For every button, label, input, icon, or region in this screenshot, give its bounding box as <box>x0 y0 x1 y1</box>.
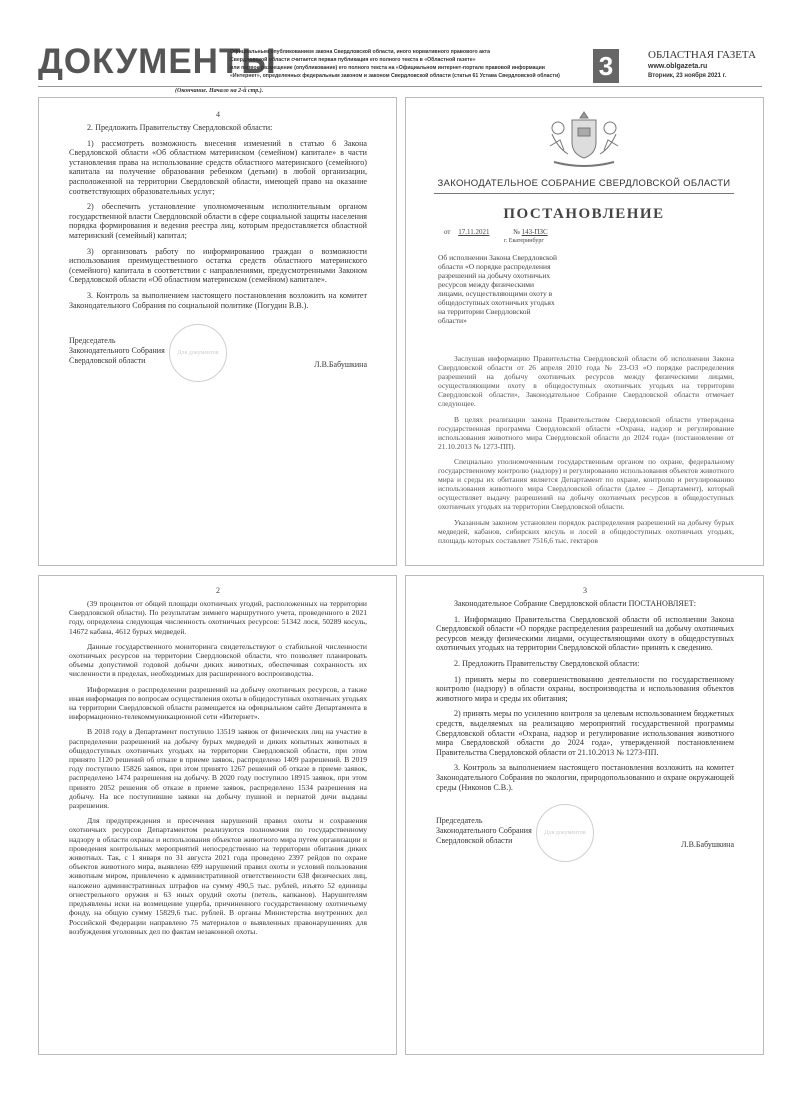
decree-number: 143-ПЗС <box>521 228 548 236</box>
paragraph: 3. Контроль за выполнением настоящего постановления возложить на комитет Законодательного Собрания по социальной политике (Погудин В.В.). <box>69 290 367 310</box>
page-number-badge: 3 <box>593 49 619 83</box>
continuation-note: (Окончание. Начало на 2-й стр.). <box>175 88 264 94</box>
decree-title: ПОСТАНОВЛЕНИЕ <box>503 206 665 222</box>
publication-note: «Интернет», определенных федеральным законом и законом Свердловской области (статья 61 Устава Свердловской области) <box>230 73 560 80</box>
signer-title: Свердловской области <box>436 836 513 846</box>
signer-name: Л.В.Бабушкина <box>314 360 367 370</box>
publication-note: Официальным опубликованием закона Свердловской области, иного нормативного правового акта <box>230 49 490 55</box>
publication-notes <box>230 48 590 80</box>
page-num: 3 <box>583 586 587 595</box>
publication-note: или первое размещение (опубликование) его полного текста на «Официальном интернет-портале правовой информации <box>230 65 545 72</box>
decree-city: г. Екатеринбург <box>504 238 544 244</box>
page-num: 4 <box>216 110 220 119</box>
paragraph: Законодательное Собрание Свердловской области ПОСТАНОВЛЯЕТ: <box>454 599 696 608</box>
number-prefix: № <box>513 228 520 236</box>
paragraph: 2. Предложить Правительству Свердловской области: <box>454 658 640 668</box>
coat-of-arms-icon <box>542 106 626 170</box>
paragraph: 3. Контроль за выполнением настоящего постановления возложить на комитет Законодательного Собрания по экологии, природопользованию и охране окружающей среды (Никонов С.В.). <box>436 763 734 792</box>
assembly-name: ЗАКОНОДАТЕЛЬНОЕ СОБРАНИЕ СВЕРДЛОВСКОЙ ОБЛАСТИ <box>437 178 731 189</box>
document-page-4 <box>38 97 397 566</box>
paragraph: Для предупреждения и пресечения нарушений правил охоты и сохранения охотничьих ресурсов Департаментом реализуются полномочия по государственному надзору в области охраны и использования объектов животного мира путем организации и проведения контрольных мероприятий непосредственно на территории обитания диких животных. Так, с 1 января по 31 августа 2021 года проведено 2397 рейдов по охране объектов животного мира, выявлено 699 нарушений правил охоты и условий пользования животным миром, привлечено к административной ответственности 638 физических лиц, наложено административных штрафов на сумму 490,5 тыс. рублей, изъято 52 единицы огнестрельного оружия и 63 иных орудий охоты (петель, капканов). Нарушителям предъявлены иски на возмещение ущерба, причиненного государственному охотничьему фонду, на общую сумму 15829,6 тыс. рублей. В органы Министерства внутренних дел Российской Федерации направлено 75 материалов о выявленных правонарушениях для возбуждения уголовных дел по фактам незаконной охоты. <box>69 816 367 936</box>
paragraph: В 2018 году в Департамент поступило 13519 заявок от физических лиц на участие в распределении разрешений на добычу бурых медведей и диких копытных животных в общедоступных охотничьих угодьях на территории Свердловской области, при этом принято 1120 решений об отказе в приеме заявок, распределено 1409 разрешений. В 2019 году поступило 15826 заявок, при этом принято 1267 решений об отказе в приеме заявок, распределено 1474 разрешения на добычу. В 2020 году поступило 18915 заявок, при этом принято 2052 решения об отказе в приеме заявок, распределено 1534 разрешения на добычу. На все поступившие заявки на добычу пушной и пернатой дичи выданы разрешения. <box>69 727 367 811</box>
date-prefix: от <box>444 228 451 236</box>
decree-dateline <box>444 228 548 236</box>
newspaper-name: ОБЛАСТНАЯ ГАЗЕТА <box>648 49 757 61</box>
document-page-2 <box>38 575 397 1055</box>
signature-block <box>69 336 367 370</box>
signer-title: Председатель <box>436 816 483 826</box>
document-text <box>69 599 367 936</box>
paragraph: (39 процентов от общей площади охотничьих угодий, расположенных на территории Свердловской области). По результатам зимнего маршрутного учета, проведенного в 2021 году, определена следующая численность охотничьих ресурсов: 51342 лося, 50289 косуль, 14672 кабана, 4612 бурых медведей. <box>69 599 367 636</box>
paragraph: 2) принять меры по усилению контроля за целевым использованием бюджетных средств, выделяемых на реализацию мероприятий государственной программы Свердловской области «Охрана, надзор и регулирование использования животного мира Свердловской области до 2024 года», утвержденной постановлением Правительства Свердловской области от 21.10.2013 № 1273-ПП. <box>436 709 734 757</box>
signature-block <box>436 816 734 850</box>
paragraph: 3) организовать работу по информированию граждан о возможности использования преимущественного остатка средств областного материнского (семейного) капитала в соответствии с направлениями, предусмотренными Законом Свердловской области «Об областном материнском (семейном) капитале». <box>69 246 367 285</box>
signer-title: Свердловской области <box>69 356 146 366</box>
signer-title: Законодательного Собрания <box>69 346 165 356</box>
document-page-3 <box>405 575 764 1055</box>
divider <box>434 193 734 194</box>
paragraph: 2) обеспечить установление уполномоченным исполнительным органом государственной власти Свердловской области в сфере социальной защиты населения порядка формирования и ведения реестра лиц, которым предоставляется областной материнский (семейный) капитал; <box>69 202 367 240</box>
paragraph: Информация о распределении разрешений на добычу охотничьих ресурсов, а также иная информация по вопросам осуществления охоты в общедоступных охотничьих угодьях на территории Свердловской области размещается на официальном сайте Департамента в информационно-телекоммуникационной сети «Интернет». <box>69 684 367 722</box>
paragraph: 1. Информацию Правительства Свердловской области об исполнении Закона Свердловской области «О порядке распределения разрешений на добычу охотничьих ресурсов между физическими лицами, осуществляющими охоту в общедоступных охотничьих угодьях на территории Свердловской области» принять к сведению. <box>436 614 734 653</box>
signer-title: Председатель <box>69 336 116 346</box>
publication-note: Свердловской области считается первая публикация его полного текста в «Областной газете» <box>230 57 476 64</box>
paragraph: Указанным законом установлен порядок распределения разрешений на добычу бурых медведей, кабанов, сибирских косуль и лосей в общедоступных охотничьих угодьях, площадь которых составляет 7516,6 тыс. гектаров <box>438 517 734 545</box>
document-text <box>69 123 367 310</box>
issue-date: Вторник, 23 ноября 2021 г. <box>648 73 727 79</box>
decree-subject: Об исполнении Закона Свердловской области «О порядке распределения разрешений на добычу охотничьих ресурсов между физическими лицами, осуществляющими охоту в общедоступных охотничьих угодьях на территории Свердловской области» <box>438 253 558 325</box>
decree-date: 17.11.2021 <box>458 228 490 236</box>
decree-body <box>438 354 734 551</box>
official-stamp: Для документов <box>536 804 594 862</box>
document-page-1 <box>405 97 764 566</box>
official-stamp: Для документов <box>169 324 227 382</box>
signer-title: Законодательного Собрания <box>436 826 532 836</box>
paragraph: В целях реализации закона Правительством Свердловской области утверждена государственная программа Свердловской области «Охрана, надзор и регулирование использования животного мира Свердловской области до 2024 года» (постановление от 21.10.2013 № 1273-ПП). <box>438 414 734 451</box>
page-num: 2 <box>216 586 220 595</box>
paragraph: 1) рассмотреть возможность внесения изменений в статью 6 Закона Свердловской области «Об областном материнском (семейном) капитале» в части установления права на использование средств областного материнского (семейного) капитала на получение образования ребенком (детьми) в любой организации, расположенной на территории Свердловской области, имеющей право на оказание соответствующих образовательных услуг; <box>69 138 367 196</box>
section-title: ДОКУМЕНТЫ <box>38 42 277 81</box>
paragraph: Заслушав информацию Правительства Свердловской области об исполнении Закона Свердловской области от 26 апреля 2010 года № 23-ОЗ «О порядке распределения разрешений на добычу охотничьих ресурсов между физическими лицами, осуществляющими охоту в общедоступных охотничьих угодьях на территории Свердловской области», Законодательное Собрание Свердловской области отмечает следующее. <box>438 354 734 409</box>
header-divider <box>38 86 762 87</box>
newspaper-site[interactable]: www.oblgazeta.ru <box>648 63 708 70</box>
paragraph: Специально уполномоченным государственным органом по охране, федеральному государственному контролю (надзору) и регулированию использования объектов животного мира и среды их обитания является Департамент по охране, контролю и регулированию использования животного мира Свердловской области (далее – Департамент), который осуществляет выдачу разрешений на добычу охотничьих ресурсов в общедоступных охотничьих угодьях на территории Свердловской области. <box>438 456 734 512</box>
document-text <box>436 599 734 792</box>
paragraph: 2. Предложить Правительству Свердловской области: <box>87 123 273 132</box>
signer-name: Л.В.Бабушкина <box>681 840 734 850</box>
paragraph: Данные государственного мониторинга свидетельствуют о стабильной численности охотничьих ресурсов на территории Свердловской области, что позволяет планировать объемы допустимой годовой добычи диких животных, обеспечивая сохранность их численности в пределах, необходимых для расширенного воспроизводства. <box>69 641 367 679</box>
paragraph: 1) принять меры по совершенствованию деятельности по государственному контролю (надзору) в области охраны, воспроизводства и использования объектов животного мира и среды их обитания; <box>436 674 734 703</box>
